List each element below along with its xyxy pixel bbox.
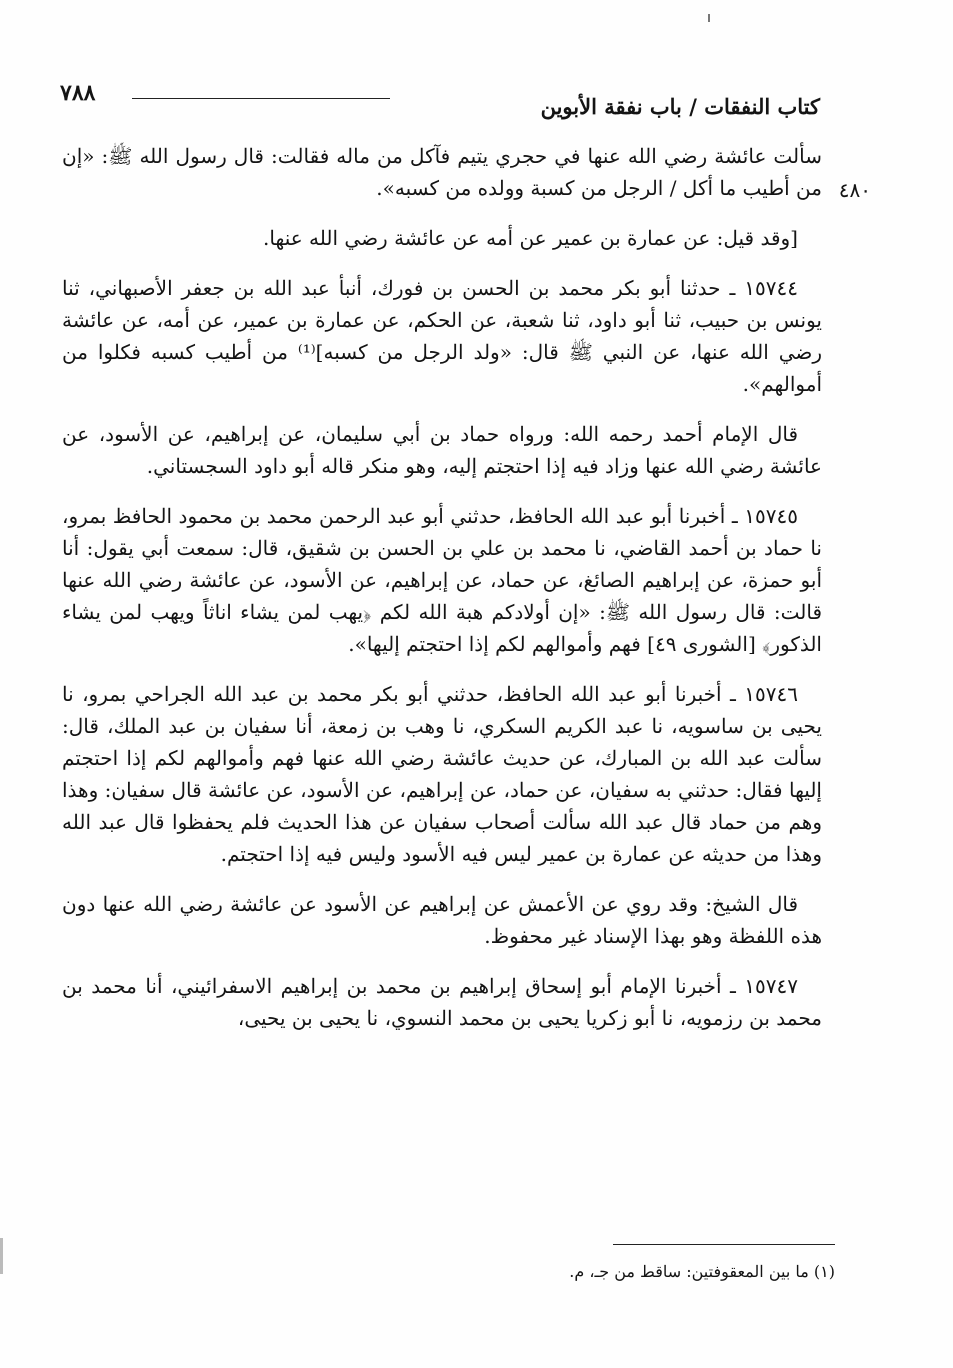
main-text bbox=[62, 140, 822, 1052]
header-title: كتاب النفقات / باب نفقة الأبوين bbox=[540, 94, 820, 119]
paragraph-continuation: سألت عائشة رضي الله عنها في حجري يتيم فآكل من ماله فقالت: قال رسول الله ﷺ: «إن من أطيب ما أكل / الرجل من كسبة وولده من كسبه». bbox=[62, 144, 822, 200]
footnote: (١) ما بين المعقوفتين: ساقط من جـ، م. bbox=[569, 1262, 835, 1281]
running-header bbox=[60, 80, 820, 120]
paragraph-hadith-15745: ١٥٧٤٥ ـ أخبرنا أبو عبد الله الحافظ، حدثني أبو عبد الرحمن محمد بن محمود الحافظ بمرو، نا حماد بن أحمد القاضي، نا محمد بن علي بن الحسن بن شقيق، قال: سمعت أبي يقول: أنا أبو حمزة، عن إبراهيم الصائغ، عن حماد، عن إبراهيم، عن الأسود، عن عائشة رضي الله عنها قالت: قال رسول الله ﷺ: «إن أولادكم هبة الله لكم ﴿يهب لمن يشاء اناثاً ويهب لمن يشاء الذكور﴾ [الشورى ٤٩] فهم وأموالهم لكم إذا احتجتم إليها». bbox=[62, 504, 822, 656]
margin-page-reference: ٤٨٠ bbox=[838, 178, 871, 202]
scan-mark bbox=[708, 14, 710, 22]
paragraph-hadith-15747: ١٥٧٤٧ ـ أخبرنا الإمام أبو إسحاق إبراهيم بن محمد بن إبراهيم الاسفرائيني، أنا محمد بن محمد بن رزمويه، نا أبو زكريا يحيى بن محمد النسوي، نا يحيى بن يحيى، bbox=[62, 974, 822, 1030]
footnote-rule bbox=[613, 1244, 835, 1245]
header-rule bbox=[132, 98, 390, 99]
paragraph-hadith-15744: ١٥٧٤٤ ـ حدثنا أبو بكر محمد بن الحسن بن فورك، أنبأ عبد الله بن جعفر الأصبهاني، ثنا يونس بن حبيب، ثنا أبو داود، ثنا شعبة، عن الحكم، عن عمارة بن عمير، عن أمه، عن عائشة رضي الله عنها، عن النبي ﷺ قال: «ولد الرجل من كسبه]⁽¹⁾ من أطيب كسبه فكلوا من أموالهم». bbox=[62, 276, 822, 396]
paragraph-note: [وقد قيل: عن عمارة بن عمير عن أمه عن عائشة رضي الله عنها. bbox=[263, 226, 798, 250]
page-number: ٧٨٨ bbox=[60, 80, 96, 106]
scan-edge bbox=[0, 1238, 3, 1274]
paragraph-shaykh-comment: قال الشيخ: وقد روي عن الأعمش عن إبراهيم عن الأسود عن عائشة رضي الله عنها دون هذه اللفظة وهو بهذا الإسناد غير محفوظ. bbox=[62, 892, 822, 948]
paragraph-imam-comment: قال الإمام أحمد رحمه الله: ورواه حماد بن أبي سليمان، عن إبراهيم، عن الأسود، عن عائشة رضي الله عنها وزاد فيه إذا احتجتم إليه، وهو منكر قاله أبو داود السجستاني. bbox=[62, 422, 822, 478]
paragraph-hadith-15746: ١٥٧٤٦ ـ أخبرنا أبو عبد الله الحافظ، حدثني أبو بكر محمد بن عبد الله الجراحي بمرو، نا يحيى بن ساسويه، نا عبد الكريم السكري، نا وهب بن زمعة، أنا سفيان بن عبد الملك، قال: سألت عبد الله بن المبارك، عن حديث عائشة رضي الله عنها فهم وأموالهم لكم إذا احتجتم إليها فقال: حدثني به سفيان، عن حماد، عن إبراهيم، عن الأسود، عن عائشة قال سفيان: وهذا وهم من حماد قال عبد الله سألت أصحاب سفيان عن هذا الحديث فلم يحفظوا قال عبد الله وهذا من حديثه عن عمارة بن عمير ليس فيه الأسود وليس فيه إذا احتجتم. bbox=[62, 682, 822, 866]
